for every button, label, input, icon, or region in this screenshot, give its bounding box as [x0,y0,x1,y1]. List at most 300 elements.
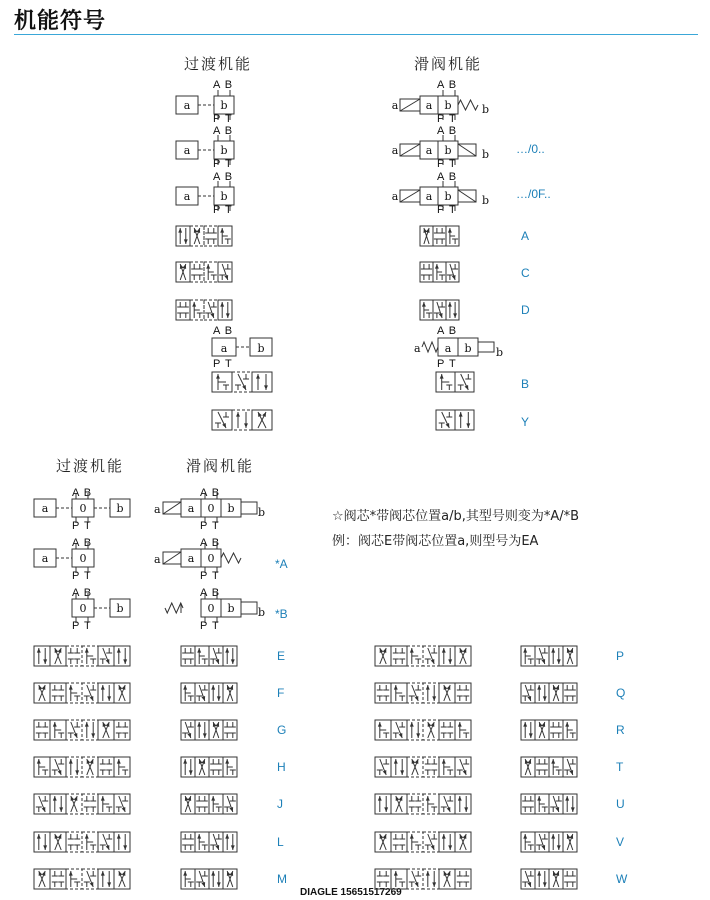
label-M: M [277,872,287,886]
flow-arrow [226,313,230,318]
flow-arrow [53,722,57,727]
label-opt-0f: …/0F.. [516,187,551,201]
flow-arrow [447,807,451,812]
flow-arrow [39,871,43,876]
function-box [209,757,223,777]
flow-arrow [383,770,387,775]
function-box [181,832,195,852]
flow-arrow [541,845,545,850]
port-label-pt: P T [200,620,220,632]
function-box [98,869,114,889]
flow-arrow [122,807,126,812]
flow-arrow [543,696,547,701]
function-box [114,646,130,666]
flow-arrow [101,871,105,876]
position-letter: b [482,103,490,116]
function-box [549,720,563,740]
spring-icon [458,100,478,110]
position-letter: 0 [79,502,87,515]
position-letter: a [391,99,399,112]
port-label-ab: A B [213,79,234,91]
flow-arrow [426,796,430,801]
flow-arrow [106,722,110,727]
function-box [66,832,82,852]
flow-arrow [85,834,89,839]
port-label-pt: P T [213,158,233,170]
flow-arrow [525,759,529,764]
label-R: R [616,723,625,737]
flow-arrow [37,759,41,764]
function-box [114,832,130,852]
flow-arrow [428,722,432,727]
function-box [455,683,471,703]
flow-arrow [180,264,184,269]
flow-arrow [90,759,94,764]
position-letter: b [220,99,228,112]
flow-arrow [448,228,452,233]
flow-arrow [557,659,561,664]
flow-arrow [453,313,457,318]
position-letter: b [227,502,235,515]
note-line-1: ☆阀芯*带阀芯位置a/b,其型号则变为*A/*B [332,509,580,524]
position-letter: b [496,346,504,359]
flow-arrow [431,659,435,664]
flow-arrow [216,374,220,379]
flow-arrow [527,759,531,764]
flow-arrow [463,770,467,775]
flow-arrow [42,807,46,812]
flow-arrow [197,648,201,653]
position-letter: a [154,553,161,566]
function-box [176,226,190,246]
function-box [34,646,50,666]
flow-arrow [224,275,228,280]
flow-arrow [229,807,233,812]
flow-arrow [194,228,198,233]
function-box [391,757,407,777]
flow-arrow [410,722,414,727]
position-letter: 0 [79,552,87,565]
function-box [549,832,563,852]
flow-arrow [442,648,446,653]
flow-arrow [466,423,470,428]
function-box [375,683,391,703]
flow-arrow [394,871,398,876]
function-box [439,832,455,852]
flow-arrow [423,228,427,233]
port-label-pt: P T [213,113,233,125]
position-letter: b [444,99,452,112]
function-box [204,226,218,246]
flow-arrow [58,648,62,653]
flow-arrow [58,834,62,839]
flow-arrow [442,834,446,839]
function-box [446,300,459,320]
flow-arrow [553,871,557,876]
flow-arrow [69,871,73,876]
flow-arrow [117,759,121,764]
note-line-2: 例：阀芯E带阀芯位置a,则型号为EA [332,534,539,549]
function-box [455,410,474,430]
function-box [407,720,423,740]
flow-arrow [71,796,75,801]
flow-arrow [571,807,575,812]
flow-arrow [551,759,555,764]
flow-arrow [215,722,219,727]
label-E: E [277,649,286,663]
function-box [34,832,50,852]
flow-arrow [383,648,387,653]
flow-arrow [187,796,191,801]
port-label-ab: A B [213,325,234,337]
label-P: P [616,649,625,663]
flow-arrow [569,834,573,839]
flow-arrow [410,648,414,653]
port-label-pt: P T [72,570,92,582]
flow-arrow [213,722,217,727]
function-box [232,410,252,430]
flow-arrow [184,239,188,244]
flow-arrow [201,696,205,701]
flow-arrow [106,659,110,664]
header-spool-bottom: 滑阀机能 [186,457,255,475]
port-label-ab: A B [437,171,458,183]
flow-arrow [448,845,452,850]
flow-arrow [210,313,214,318]
spring-icon [165,603,183,613]
flow-arrow [439,313,443,318]
flow-arrow [231,845,235,850]
flow-arrow [432,696,436,701]
label-starB: *B [275,607,288,621]
flow-arrow [211,685,215,690]
port-label-ab: A B [213,171,234,183]
flow-arrow [523,722,527,727]
function-box [433,226,446,246]
flow-arrow [123,659,127,664]
flow-arrow [231,659,235,664]
position-letter: b [482,194,490,207]
function-box [223,646,237,666]
position-letter: b [258,506,266,519]
flow-arrow [565,722,569,727]
flow-arrow [569,770,573,775]
flow-arrow [227,685,231,690]
label-J: J [277,797,283,811]
flow-arrow [196,228,200,233]
flow-arrow [90,696,94,701]
flow-arrow [426,871,430,876]
flow-arrow [229,871,233,876]
port-label-ab: A B [437,325,458,337]
flow-arrow [426,685,430,690]
function-box [391,646,407,666]
flow-arrow [101,685,105,690]
flow-arrow [448,302,452,307]
flow-arrow [182,264,186,269]
flow-arrow [101,796,105,801]
flow-arrow [565,796,569,801]
flow-arrow [117,834,121,839]
function-box [181,646,195,666]
flow-arrow [541,659,545,664]
flow-arrow [399,796,403,801]
port-label-ab: A B [72,537,93,549]
port-label-ab: A B [72,487,93,499]
position-letter: b [116,602,124,615]
function-box [535,683,549,703]
flow-arrow [256,374,260,379]
function-box [66,646,82,666]
solenoid-icon [458,144,476,156]
flow-arrow [447,871,451,876]
position-letter: a [444,342,452,355]
flow-arrow [444,685,448,690]
port-label-ab: A B [213,125,234,137]
position-letter: a [425,144,433,157]
flow-arrow [42,871,46,876]
flow-arrow [378,796,382,801]
function-box [82,720,98,740]
flow-arrow [412,759,416,764]
flow-arrow [555,685,559,690]
port-label-pt: P T [437,358,457,370]
page-title: 机能符号 [14,9,107,34]
function-box [252,372,272,392]
function-box [50,683,66,703]
function-box [521,720,535,740]
label-F: F [277,686,285,700]
function-box [195,794,209,814]
flow-arrow [199,759,203,764]
function-box [563,794,577,814]
flow-arrow [107,882,111,887]
flow-arrow [69,685,73,690]
flow-arrow [185,796,189,801]
function-box [209,869,223,889]
label-C: C [521,266,530,280]
position-letter: a [183,99,191,112]
position-letter: a [183,144,191,157]
position-letter: a [391,144,399,157]
flow-arrow [37,648,41,653]
header-transition-top: 过渡机能 [184,55,253,73]
flow-arrow [431,845,435,850]
flow-arrow [447,685,451,690]
flow-arrow [396,796,400,801]
function-box [535,757,549,777]
function-box [563,869,577,889]
label-G: G [277,723,287,737]
flow-arrow [527,882,531,887]
flow-arrow [435,264,439,269]
flow-arrow [464,807,468,812]
function-box [563,683,577,703]
position-letter: b [220,144,228,157]
port-label-pt: P T [72,620,92,632]
function-box [223,720,237,740]
flow-arrow [537,871,541,876]
flow-arrow [541,722,545,727]
flow-arrow [103,722,107,727]
flow-arrow [555,871,559,876]
position-letter: a [41,502,49,515]
flow-arrow [85,722,89,727]
position-letter: b [116,502,124,515]
label-D: D [521,303,530,317]
flow-arrow [537,796,541,801]
function-box [82,794,98,814]
port-label-pt: P T [200,570,220,582]
solenoid-icon [163,552,181,564]
flow-arrow [178,228,182,233]
flow-arrow [85,648,89,653]
port-label-pt: P T [213,204,233,216]
flow-arrow [236,412,240,417]
flow-arrow [106,845,110,850]
label-H: H [277,760,286,774]
flow-arrow [87,759,91,764]
position-letter: b [482,148,490,161]
flow-arrow [91,733,95,738]
flow-arrow [529,733,533,738]
flow-arrow [58,770,62,775]
function-box [114,720,130,740]
flow-arrow [217,696,221,701]
flow-arrow [440,374,444,379]
flow-arrow [203,733,207,738]
flow-arrow [378,722,382,727]
flow-arrow [448,659,452,664]
function-box [66,757,82,777]
function-box [195,720,209,740]
position-letter: a [183,190,191,203]
flow-arrow [107,696,111,701]
function-box [455,869,471,889]
flow-arrow [123,845,127,850]
flow-arrow [192,302,196,307]
solenoid-icon [163,502,181,514]
flow-arrow [90,882,94,887]
solenoid-icon [241,502,257,514]
label-W: W [616,872,628,886]
port-label-ab: A B [200,587,221,599]
flow-arrow [42,685,46,690]
flow-arrow [553,685,557,690]
flow-arrow [415,882,419,887]
flow-arrow [383,834,387,839]
function-box [223,832,237,852]
flow-arrow [460,648,464,653]
flow-arrow [555,807,559,812]
flow-arrow [431,722,435,727]
position-letter: a [425,190,433,203]
flow-arrow [523,648,527,653]
flow-arrow [569,648,573,653]
flow-arrow [225,834,229,839]
flow-arrow [380,648,384,653]
port-label-ab: A B [200,487,221,499]
port-label-pt: P T [437,158,457,170]
spring-icon [221,553,241,563]
position-letter: b [444,190,452,203]
flow-arrow [244,423,248,428]
position-letter: a [41,552,49,565]
flow-arrow [458,796,462,801]
flow-arrow [539,722,543,727]
flow-arrow [442,759,446,764]
function-box [423,869,439,889]
flow-arrow [187,733,191,738]
flow-arrow [416,733,420,738]
position-letter: a [220,342,228,355]
label-Q: Q [616,686,626,700]
function-box [439,720,455,740]
flow-arrow [400,770,404,775]
flow-arrow [527,696,531,701]
function-box [209,683,223,703]
position-letter: a [187,502,195,515]
label-U: U [616,797,625,811]
flow-arrow [197,834,201,839]
flow-arrow [189,770,193,775]
flow-arrow [59,807,63,812]
port-label-pt: P T [72,520,92,532]
header-transition-bottom: 过渡机能 [56,457,125,475]
port-label-ab: A B [437,79,458,91]
function-box [375,794,391,814]
header-spool-top: 滑阀机能 [414,55,483,73]
flow-arrow [119,685,123,690]
flow-arrow [452,275,456,280]
flow-arrow [211,871,215,876]
function-box [190,262,204,282]
position-letter: 0 [207,502,215,515]
flow-arrow [537,685,541,690]
flow-arrow [183,871,187,876]
position-letter: b [258,606,266,619]
position-letter: b [220,190,228,203]
flow-arrow [410,834,414,839]
function-box [50,794,66,814]
function-box [218,300,232,320]
function-box [439,646,455,666]
flow-arrow [463,834,467,839]
flow-arrow [551,648,555,653]
function-box [98,757,114,777]
flow-arrow [74,796,78,801]
label-T: T [616,760,624,774]
flow-arrow [206,264,210,269]
flow-arrow [229,685,233,690]
function-box [549,646,563,666]
flow-arrow [122,871,126,876]
position-letter: a [425,99,433,112]
function-box [181,757,195,777]
flow-arrow [74,733,78,738]
function-box [407,794,423,814]
flow-arrow [117,648,121,653]
function-box [50,869,66,889]
label-B: B [521,377,530,391]
function-box [423,757,439,777]
position-letter: a [414,342,421,355]
flow-arrow [201,882,205,887]
flow-arrow [551,834,555,839]
flow-arrow [463,648,467,653]
solenoid-icon [400,99,420,111]
function-box [98,683,114,703]
